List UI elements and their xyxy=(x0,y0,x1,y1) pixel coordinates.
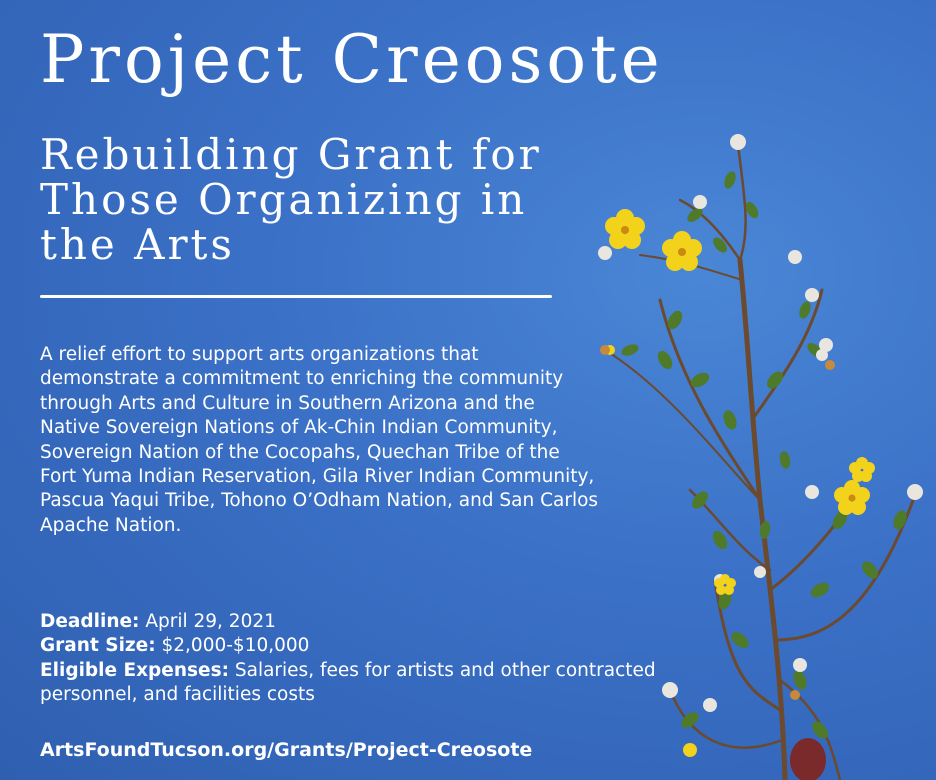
flyer-subtitle: Rebuilding Grant for Those Organizing in the Arts xyxy=(40,130,542,269)
eligible-expenses-value: Salaries, fees for artists and other contracted personnel, and facilities costs xyxy=(40,659,656,706)
deadline-label: Deadline: xyxy=(40,611,140,632)
deadline-value: April 29, 2021 xyxy=(145,611,276,632)
seed-puffs xyxy=(598,134,923,712)
creosote-plant-image xyxy=(570,120,936,780)
grant-details xyxy=(40,610,660,708)
grant-size-row xyxy=(40,634,660,658)
eligible-expenses-label: Eligible Expenses: xyxy=(40,659,229,681)
yellow-flowers xyxy=(605,209,875,757)
dry-blossoms xyxy=(600,345,835,700)
eligible-expenses-row xyxy=(40,659,660,708)
flyer-title: Project Creosote xyxy=(40,21,664,98)
description-text: A relief effort to support arts organizations that demonstrate a commitment to enriching the community through Arts and Culture in Southern Arizona and the Native Sovereign Nations of Ak-Chin Indian Community, Sovereign Nation of the Cocopahs, Quechan Tribe of the Fort Yuma Indian Reservation, Gila River Indian Community, Pascua Yaqui Tribe, Tohono O’Odham Nation, and San Carlos Apache Nation. xyxy=(40,344,599,536)
red-fruit xyxy=(790,738,826,780)
leaves xyxy=(620,170,909,742)
grant-size-value: $2,000-$10,000 xyxy=(161,635,310,657)
divider-line xyxy=(40,295,552,298)
deadline-row xyxy=(40,610,660,634)
grant-url-link[interactable]: ArtsFoundTucson.org/Grants/Project-Creosote xyxy=(40,739,533,761)
grant-size-label: Grant Size: xyxy=(40,635,156,657)
